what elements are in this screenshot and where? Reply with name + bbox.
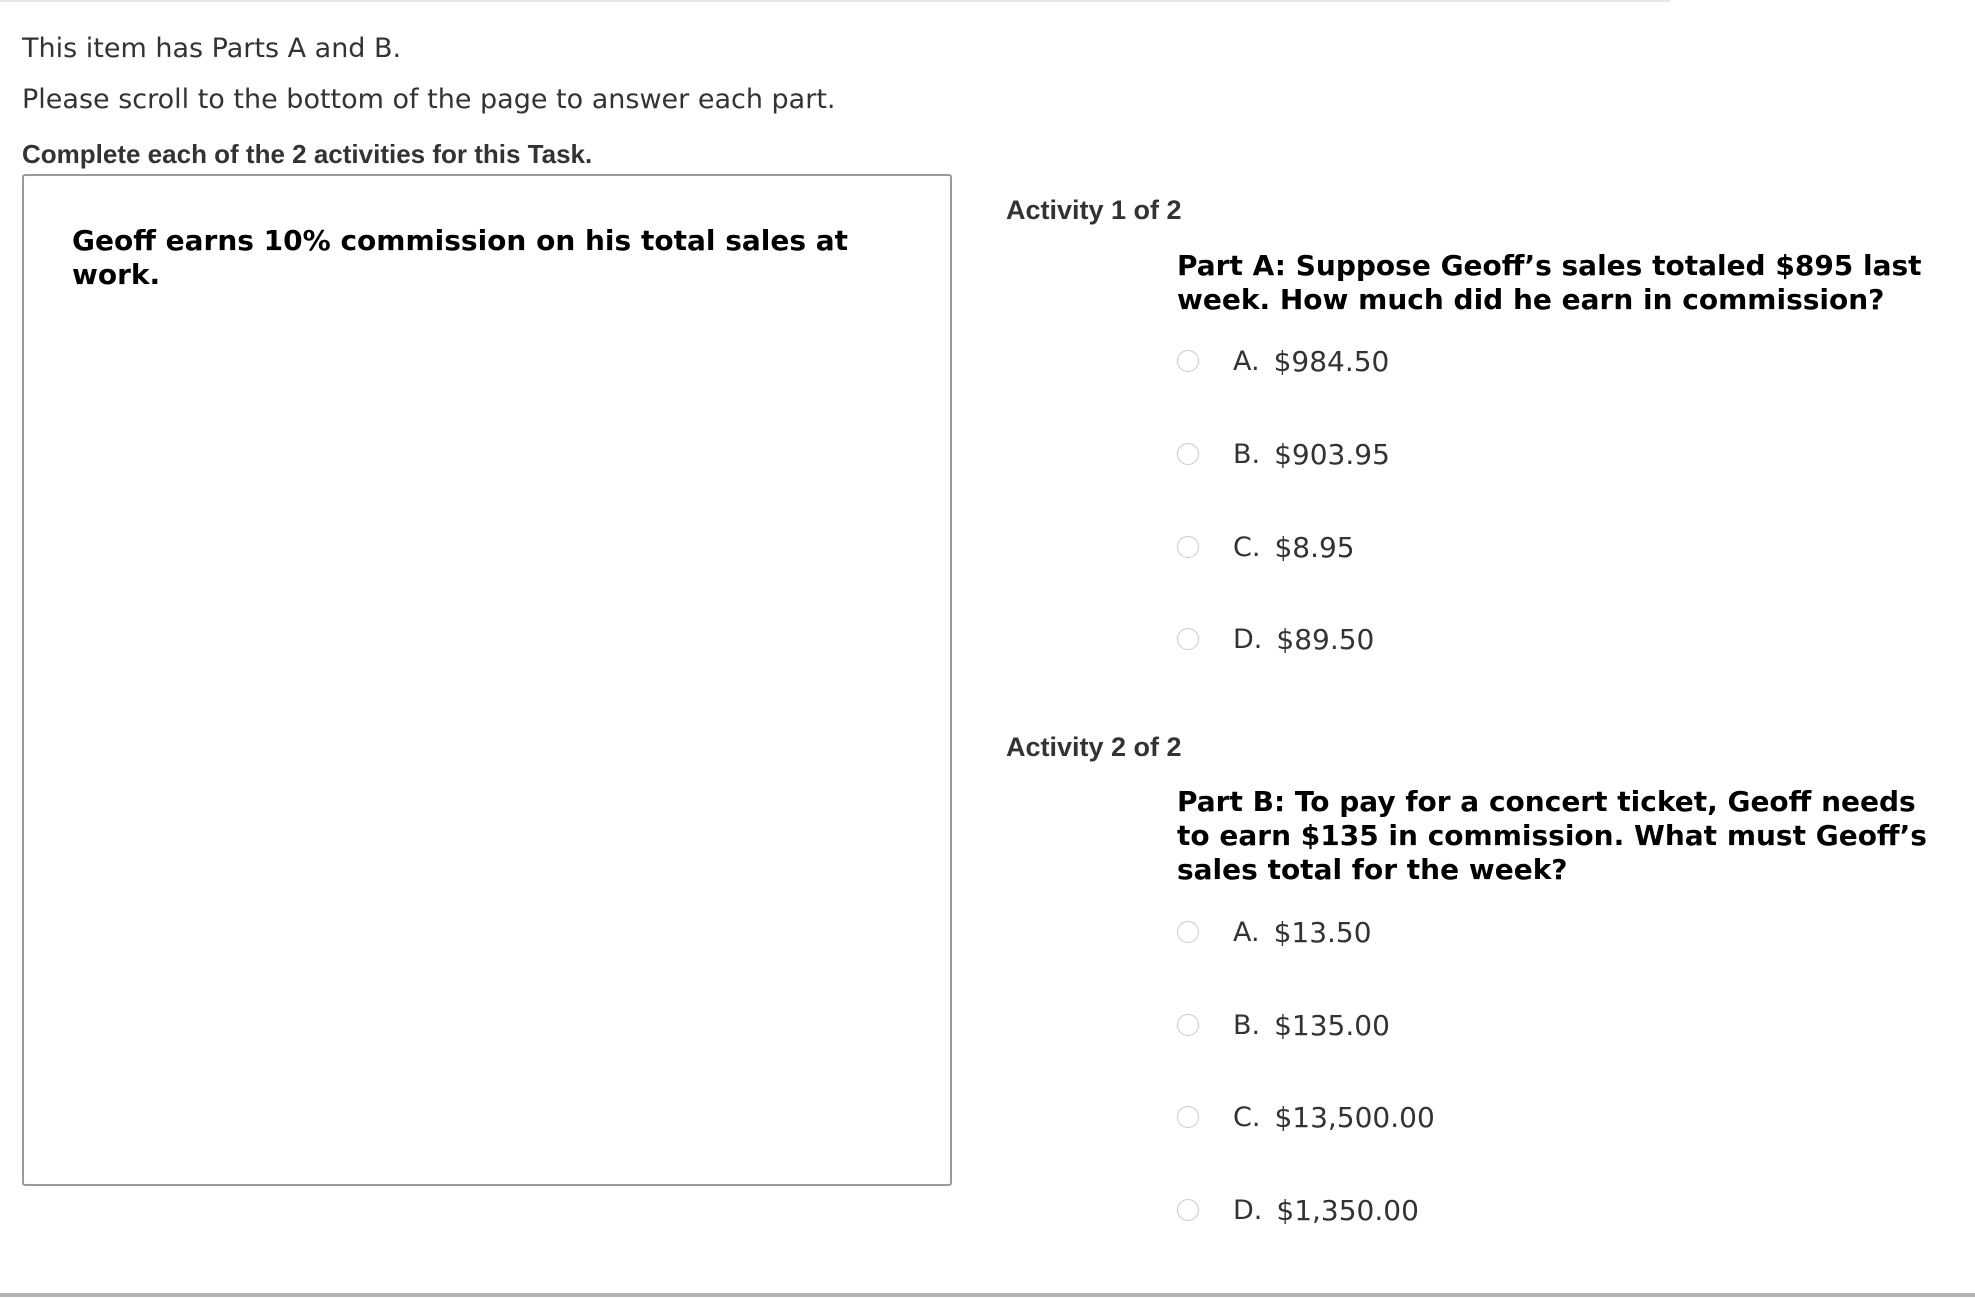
choice-value: $135.00 — [1274, 1008, 1390, 1042]
choice-letter: A. — [1233, 345, 1260, 377]
radio-button-icon[interactable] — [1177, 350, 1199, 372]
choice-letter: D. — [1233, 623, 1263, 655]
part-a-choice-c[interactable] — [1177, 527, 1355, 567]
part-b-prompt: Part B: To pay for a concert ticket, Geoff needs to earn $135 in commission. What must Geoff’s sales total for the week? — [1177, 785, 1927, 886]
radio-button-icon[interactable] — [1177, 1106, 1199, 1128]
task-heading: Complete each of the 2 activities for this Task. — [22, 139, 593, 169]
choice-value: $13.50 — [1273, 915, 1372, 949]
part-a-prompt: Part A: Suppose Geoff’s sales totaled $895 last week. How much did he earn in commission? — [1177, 249, 1922, 316]
part-b-choice-a[interactable] — [1177, 912, 1372, 952]
choice-value: $903.95 — [1274, 437, 1390, 471]
part-a-choice-b[interactable] — [1177, 434, 1390, 474]
stimulus-text: Geoff earns 10% commission on his total sales at work. — [72, 224, 849, 291]
part-b-choice-b[interactable] — [1177, 1005, 1390, 1045]
choice-letter: B. — [1233, 438, 1261, 470]
radio-button-icon[interactable] — [1177, 628, 1199, 650]
stimulus-panel — [22, 174, 952, 1186]
radio-button-icon[interactable] — [1177, 443, 1199, 465]
choice-letter: C. — [1233, 531, 1261, 563]
choice-value: $89.50 — [1276, 622, 1375, 656]
part-b-choice-c[interactable] — [1177, 1097, 1435, 1137]
radio-button-icon[interactable] — [1177, 536, 1199, 558]
choice-letter: D. — [1233, 1194, 1263, 1226]
choice-value: $984.50 — [1273, 344, 1390, 378]
part-a-choice-d[interactable] — [1177, 619, 1374, 659]
choice-value: $1,350.00 — [1276, 1193, 1419, 1227]
part-b-choice-d[interactable] — [1177, 1190, 1419, 1230]
radio-button-icon[interactable] — [1177, 1014, 1199, 1036]
choice-value: $8.95 — [1274, 530, 1355, 564]
top-divider — [0, 0, 1670, 2]
radio-button-icon[interactable] — [1177, 921, 1199, 943]
choice-letter: A. — [1233, 916, 1260, 948]
bottom-divider — [0, 1293, 1975, 1297]
intro-scroll-instruction: Please scroll to the bottom of the page to answer each part. — [22, 84, 836, 115]
choice-letter: C. — [1233, 1101, 1261, 1133]
activity-1-label: Activity 1 of 2 — [1006, 195, 1182, 225]
intro-parts-text: This item has Parts A and B. — [22, 33, 402, 64]
part-a-choice-a[interactable] — [1177, 341, 1389, 381]
choice-letter: B. — [1233, 1009, 1261, 1041]
radio-button-icon[interactable] — [1177, 1199, 1199, 1221]
activity-2-label: Activity 2 of 2 — [1006, 732, 1182, 762]
choice-value: $13,500.00 — [1274, 1100, 1435, 1134]
